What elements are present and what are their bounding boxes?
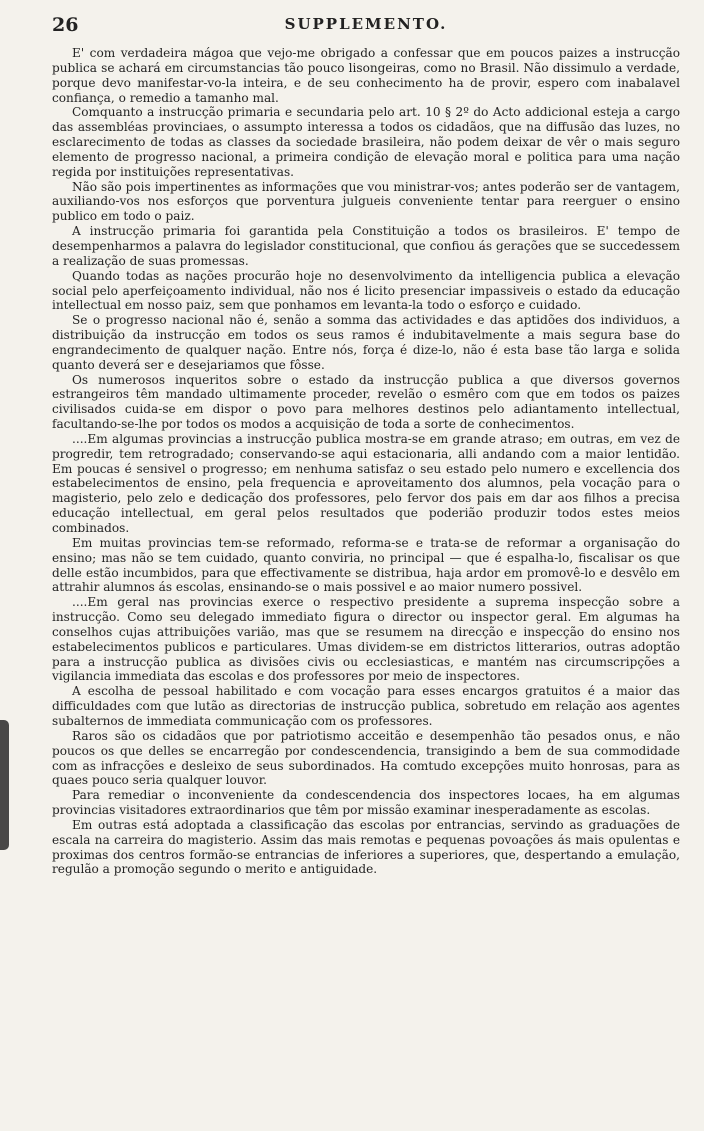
body-text bbox=[52, 46, 680, 877]
paragraph: A instrucção primaria foi garantida pela Constituição a todos os brasileiros. E' tempo de desempenharmos a palavra do legislador constitucional, que confiou ás gerações que se succedessem a realização de suas promessas. bbox=[52, 224, 680, 268]
paragraph: ....Em algumas provincias a instrucção publica mostra-se em grande atraso; em outras, em vez de progredir, tem retrogradado; conservando-se aqui estacionaria, alli andando com a maior lentidão. Em poucas é sensivel o progresso; em nenhuma satisfaz o seu estado pelo numero e excellencia dos estabelecimentos de ensino, pela frequencia e aproveitamento dos alumnos, pela vocação para o magisterio, pelo zelo e dedicação dos professores, pelo fervor dos pais em dar aos filhos a precisa educação intellectual, em geral pelos resultados que poderião produzir todos estes meios combinados. bbox=[52, 431, 680, 535]
running-title: SUPPLEMENTO. bbox=[284, 15, 448, 33]
paragraph: Não são pois impertinentes as informações que vou ministrar-vos; antes poderão ser de vantagem, auxiliando-vos nos esforços que porventura julgueis conveniente tentar para reerguer o ensino publico em todo o paiz. bbox=[52, 179, 680, 224]
paragraph: Os numerosos inqueritos sobre o estado da instrucção publica a que diversos governos estrangeiros têm mandado ultimamente proceder, revelão o esmêro com que em todos os paizes civilisados cuida-se em dispor o povo para melhores destinos pelo adiantamento intellectual, facultando-se-lhe por todos os modos a acquisição de toda a sorte de conhecimentos. bbox=[52, 372, 680, 432]
page-header bbox=[52, 14, 680, 40]
paragraph: A escolha de pessoal habilitado e com vocação para esses encargos gratuitos é a maior das difficuldades com que lutão as directorias de instrucção publica, sobretudo em relação aos agentes subalternos de immediata communicação com os professores. bbox=[52, 684, 680, 728]
paragraph: E' com verdadeira mágoa que vejo-me obrigado a confessar que em poucos paizes a instrucção publica se achará em circumstancias tão pouco lisongeiras, como no Brasil. Não dissimulo a verdade, porque devo manifestar-vo-la inteira, e de seu conhecimento ha de provir, espero com inabalavel confiança, o remedio a tamanho mal. bbox=[52, 46, 680, 105]
page-edge-shadow bbox=[0, 720, 9, 850]
page-number: 26 bbox=[52, 14, 79, 36]
document-page bbox=[52, 14, 680, 877]
paragraph: Raros são os cidadãos que por patriotismo acceitão e desempenhão tão pesados onus, e não poucos os que delles se encarregão por condescendencia, transigindo a bem de sua commodidade com as infracções e desleixo de seus subordinados. Ha comtudo excepções muito honrosas, para as quaes pouco seria qualquer louvor. bbox=[52, 728, 680, 788]
paragraph: Em outras está adoptada a classificação das escolas por entrancias, servindo as graduações de escala na carreira do magisterio. Assim das mais remotas e pequenas povoações ás mais opulentas e proximas dos centros formão-se entrancias de inferiores a superiores, que, despertando a emulação, regulão a promoção segundo o merito e antiguidade. bbox=[52, 817, 680, 877]
paragraph: Quando todas as nações procurão hoje no desenvolvimento da intelligencia publica a elevação social pelo aperfeiçoamento individual, não nos é licito presenciar impassiveis o estado da educação intellectual em nosso paiz, sem que ponhamos em levanta-la todo o esforço e cuidado. bbox=[52, 268, 680, 313]
paragraph: Comquanto a instrucção primaria e secundaria pelo art. 10 § 2º do Acto addicional esteja a cargo das assembléas provinciaes, o assumpto interessa a todos os cidadãos, que na diffusão das luzes, no esclarecimento de todas as classes da sociedade brasileira, não podem deixar de vêr o mais seguro elemento de progresso nacional, a primeira condição de elevação moral e politica para uma nação regida por instituições representativas. bbox=[52, 105, 680, 179]
paragraph: Em muitas provincias tem-se reformado, reforma-se e trata-se de reformar a organisação do ensino; mas não se tem cuidado, quanto conviria, no principal — que é espalha-lo, fiscalisar os que delle estão incumbidos, para que effectivamente se distribua, haja ardor em promovê-lo e desvêlo em attrahir alumnos ás escolas, ensinando-se o mais possivel e ao maior numero possivel. bbox=[52, 535, 680, 595]
paragraph: Para remediar o inconveniente da condescendencia dos inspectores locaes, ha em algumas provincias visitadores extraordinarios que têm por missão examinar inesperadamente as escolas. bbox=[52, 788, 680, 818]
paragraph: Se o progresso nacional não é, senão a somma das actividades e das aptidões dos individuos, a distribuição da instrucção em todos os seus ramos é indubitavelmente a mais segura base do engrandecimento de qualquer nação. Entre nós, força é dize-lo, não é esta base tão larga e solida quanto deverá ser e desejariamos que fôsse. bbox=[52, 313, 680, 372]
paragraph: ....Em geral nas provincias exerce o respectivo presidente a suprema inspecção sobre a instrucção. Como seu delegado immediato figura o director ou inspector geral. Em algumas ha conselhos cujas attribuições varião, mas que se resumem na direcção e inspecção do ensino nos estabelecimentos publicos e particulares. Umas dividem-se em districtos litterarios, outras adoptão para a instrucção publica as divisões civis ou ecclesiasticas, e mantém nas circumscripções a vigilancia immediata das escolas e dos professores por meio de inspectores. bbox=[52, 595, 680, 684]
